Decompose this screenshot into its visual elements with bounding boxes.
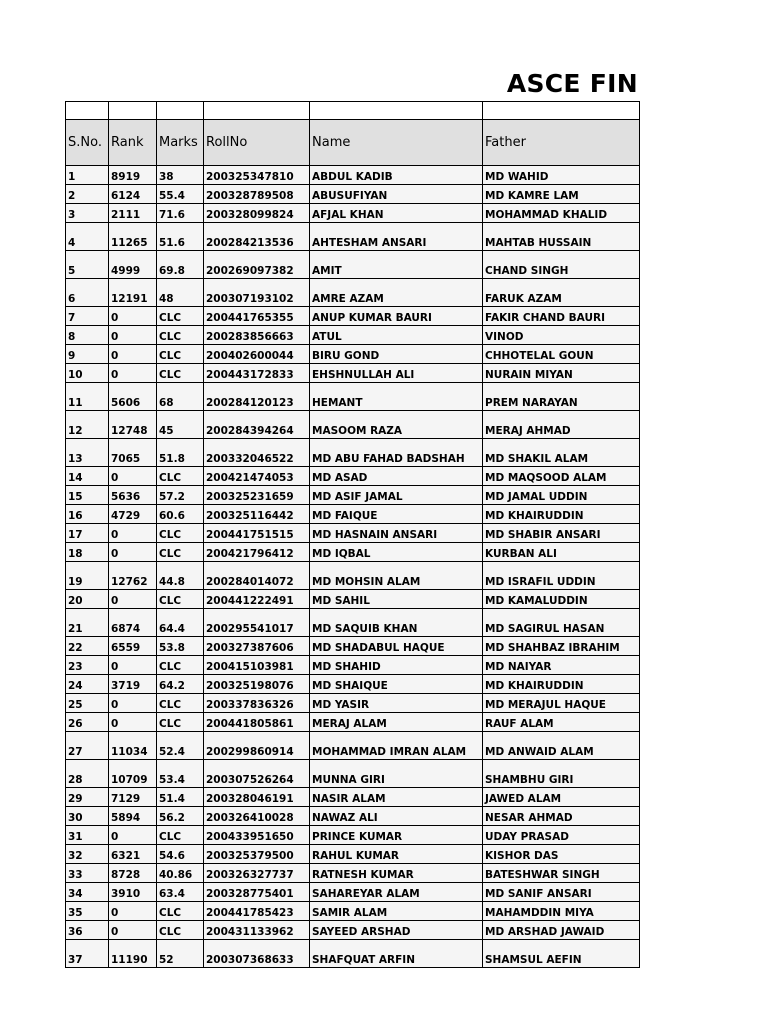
blank-cell [157,102,204,120]
table-row [66,439,640,467]
name-cell: MD IQBAL [310,543,483,562]
marks-cell: CLC [157,921,204,940]
marks-cell: CLC [157,713,204,732]
name-cell: PRINCE KUMAR [310,826,483,845]
table-row [66,467,640,486]
name-cell: MD HASNAIN ANSARI [310,524,483,543]
sno-cell: 5 [66,251,109,279]
rollno-cell: 200441222491 [204,590,310,609]
rank-cell: 0 [109,656,157,675]
name-cell: SHAFQUAT ARFIN [310,940,483,968]
table-row [66,637,640,656]
father-cell: MD KHAIRUDDIN [483,505,640,524]
rank-cell: 0 [109,307,157,326]
name-cell: MASOOM RAZA [310,411,483,439]
rank-cell: 12762 [109,562,157,590]
rollno-cell: 200421474053 [204,467,310,486]
name-cell: MD SHADABUL HAQUE [310,637,483,656]
sno-cell: 15 [66,486,109,505]
sno-cell: 1 [66,166,109,185]
marks-cell: CLC [157,467,204,486]
name-cell: NASIR ALAM [310,788,483,807]
name-cell: NAWAZ ALI [310,807,483,826]
rank-cell: 7065 [109,439,157,467]
father-cell: MD SANIF ANSARI [483,883,640,902]
rollno-cell: 200325379500 [204,845,310,864]
rollno-cell: 200269097382 [204,251,310,279]
rollno-cell: 200307368633 [204,940,310,968]
name-cell: MD SAHIL [310,590,483,609]
name-cell: MD YASIR [310,694,483,713]
father-cell: MD SAGIRUL HASAN [483,609,640,637]
rank-cell: 6124 [109,185,157,204]
father-cell: BATESHWAR SINGH [483,864,640,883]
father-cell: KISHOR DAS [483,845,640,864]
name-cell: BIRU GOND [310,345,483,364]
sno-cell: 9 [66,345,109,364]
name-cell: SAYEED ARSHAD [310,921,483,940]
rank-cell: 10709 [109,760,157,788]
blank-cell [204,102,310,120]
table-row [66,251,640,279]
rank-cell: 0 [109,694,157,713]
rank-cell: 11190 [109,940,157,968]
marks-cell: 51.6 [157,223,204,251]
marks-cell: 64.4 [157,609,204,637]
document-title: ASCE FIN [506,69,638,98]
rank-cell: 0 [109,467,157,486]
rollno-cell: 200328775401 [204,883,310,902]
rank-cell: 12191 [109,279,157,307]
rank-cell: 11034 [109,732,157,760]
father-cell: MD JAMAL UDDIN [483,486,640,505]
father-cell: FARUK AZAM [483,279,640,307]
father-cell: NURAIN MIYAN [483,364,640,383]
table-row [66,760,640,788]
rank-cell: 6321 [109,845,157,864]
name-cell: AHTESHAM ANSARI [310,223,483,251]
rank-cell: 7129 [109,788,157,807]
father-cell: MD SHAKIL ALAM [483,439,640,467]
table-row [66,326,640,345]
father-cell: MD ARSHAD JAWAID [483,921,640,940]
marks-cell: 64.2 [157,675,204,694]
name-cell: MUNNA GIRI [310,760,483,788]
sno-cell: 29 [66,788,109,807]
table-row [66,204,640,223]
sno-cell: 2 [66,185,109,204]
rollno-cell: 200332046522 [204,439,310,467]
name-cell: SAMIR ALAM [310,902,483,921]
name-cell: SAHAREYAR ALAM [310,883,483,902]
marks-cell: CLC [157,590,204,609]
rollno-cell: 200325116442 [204,505,310,524]
rank-cell: 8919 [109,166,157,185]
sno-cell: 37 [66,940,109,968]
father-cell: MD KHAIRUDDIN [483,675,640,694]
header-rollno: RollNo [204,120,310,166]
rollno-cell: 200441751515 [204,524,310,543]
marks-cell: 44.8 [157,562,204,590]
name-cell: ANUP KUMAR BAURI [310,307,483,326]
table-row [66,185,640,204]
father-cell: MD MERAJUL HAQUE [483,694,640,713]
marks-cell: 57.2 [157,486,204,505]
rollno-cell: 200402600044 [204,345,310,364]
sno-cell: 7 [66,307,109,326]
marks-cell: 56.2 [157,807,204,826]
marks-cell: 53.4 [157,760,204,788]
father-cell: MD ANWAID ALAM [483,732,640,760]
sno-cell: 26 [66,713,109,732]
name-cell: AMRE AZAM [310,279,483,307]
sno-cell: 31 [66,826,109,845]
rollno-cell: 200441805861 [204,713,310,732]
father-cell: MD ISRAFIL UDDIN [483,562,640,590]
rollno-cell: 200307526264 [204,760,310,788]
name-cell: MERAJ ALAM [310,713,483,732]
table-row [66,940,640,968]
name-cell: MD SHAIQUE [310,675,483,694]
sno-cell: 25 [66,694,109,713]
blank-row [66,102,640,120]
table-row [66,788,640,807]
name-cell: ABDUL KADIB [310,166,483,185]
rank-cell: 6874 [109,609,157,637]
rollno-cell: 200328046191 [204,788,310,807]
marks-cell: 63.4 [157,883,204,902]
blank-cell [66,102,109,120]
marks-cell: 51.8 [157,439,204,467]
father-cell: KURBAN ALI [483,543,640,562]
rollno-cell: 200431133962 [204,921,310,940]
rollno-cell: 200325347810 [204,166,310,185]
sno-cell: 8 [66,326,109,345]
table-row [66,807,640,826]
rank-cell: 5894 [109,807,157,826]
blank-cell [109,102,157,120]
table-row [66,383,640,411]
table-row [66,307,640,326]
sno-cell: 6 [66,279,109,307]
name-cell: RATNESH KUMAR [310,864,483,883]
marks-cell: 68 [157,383,204,411]
rollno-cell: 200295541017 [204,609,310,637]
rollno-cell: 200325198076 [204,675,310,694]
rollno-cell: 200325231659 [204,486,310,505]
header-rank: Rank [109,120,157,166]
father-cell: SHAMBHU GIRI [483,760,640,788]
table-row [66,562,640,590]
father-cell: MD KAMRE LAM [483,185,640,204]
name-cell: ATUL [310,326,483,345]
rank-cell: 5606 [109,383,157,411]
name-cell: MD FAIQUE [310,505,483,524]
table-row [66,609,640,637]
marks-cell: 40.86 [157,864,204,883]
table-row [66,883,640,902]
rollno-cell: 200441765355 [204,307,310,326]
table-row [66,166,640,185]
table-row [66,921,640,940]
rollno-cell: 200326410028 [204,807,310,826]
table-row [66,713,640,732]
header-row [66,120,640,166]
rollno-cell: 200421796412 [204,543,310,562]
rank-cell: 12748 [109,411,157,439]
rank-cell: 0 [109,524,157,543]
rank-cell: 0 [109,543,157,562]
rank-cell: 4729 [109,505,157,524]
marks-cell: CLC [157,326,204,345]
rank-cell: 8728 [109,864,157,883]
marks-cell: 48 [157,279,204,307]
rollno-cell: 200307193102 [204,279,310,307]
father-cell: MERAJ AHMAD [483,411,640,439]
marks-cell: 69.8 [157,251,204,279]
name-cell: MD ASAD [310,467,483,486]
marks-cell: CLC [157,543,204,562]
rollno-cell: 200326327737 [204,864,310,883]
sno-cell: 19 [66,562,109,590]
rollno-cell: 200284014072 [204,562,310,590]
table-row [66,524,640,543]
sno-cell: 21 [66,609,109,637]
marks-cell: 54.6 [157,845,204,864]
rank-cell: 3910 [109,883,157,902]
table-row [66,486,640,505]
sno-cell: 27 [66,732,109,760]
rollno-cell: 200328789508 [204,185,310,204]
sno-cell: 3 [66,204,109,223]
rollno-cell: 200327387606 [204,637,310,656]
rollno-cell: 200337836326 [204,694,310,713]
marks-cell: CLC [157,307,204,326]
sno-cell: 10 [66,364,109,383]
header-sno: S.No. [66,120,109,166]
marks-cell: CLC [157,902,204,921]
table-row [66,223,640,251]
rank-cell: 0 [109,326,157,345]
table-row [66,902,640,921]
header-name: Name [310,120,483,166]
name-cell: MOHAMMAD IMRAN ALAM [310,732,483,760]
rank-cell: 3719 [109,675,157,694]
father-cell: MAHAMDDIN MIYA [483,902,640,921]
sno-cell: 24 [66,675,109,694]
rank-cell: 0 [109,921,157,940]
sno-cell: 35 [66,902,109,921]
marks-cell: CLC [157,345,204,364]
marks-cell: 52.4 [157,732,204,760]
results-table-body [66,102,640,968]
sno-cell: 16 [66,505,109,524]
father-cell: MAHTAB HUSSAIN [483,223,640,251]
father-cell: MD WAHID [483,166,640,185]
sno-cell: 28 [66,760,109,788]
table-row [66,694,640,713]
table-row [66,675,640,694]
sno-cell: 33 [66,864,109,883]
name-cell: MD MOHSIN ALAM [310,562,483,590]
rollno-cell: 200283856663 [204,326,310,345]
father-cell: MD MAQSOOD ALAM [483,467,640,486]
rank-cell: 4999 [109,251,157,279]
marks-cell: CLC [157,694,204,713]
father-cell: JAWED ALAM [483,788,640,807]
rank-cell: 0 [109,713,157,732]
header-marks: Marks [157,120,204,166]
marks-cell: CLC [157,826,204,845]
rank-cell: 0 [109,590,157,609]
father-cell: MD KAMALUDDIN [483,590,640,609]
rollno-cell: 200433951650 [204,826,310,845]
rollno-cell: 200284120123 [204,383,310,411]
rollno-cell: 200284213536 [204,223,310,251]
table-row [66,826,640,845]
rollno-cell: 200443172833 [204,364,310,383]
sno-cell: 14 [66,467,109,486]
rank-cell: 0 [109,826,157,845]
rank-cell: 2111 [109,204,157,223]
table-row [66,411,640,439]
father-cell: MD SHABIR ANSARI [483,524,640,543]
name-cell: AFJAL KHAN [310,204,483,223]
name-cell: ABUSUFIYAN [310,185,483,204]
rank-cell: 0 [109,364,157,383]
father-cell: MD NAIYAR [483,656,640,675]
sno-cell: 30 [66,807,109,826]
sno-cell: 12 [66,411,109,439]
table-row [66,864,640,883]
sno-cell: 32 [66,845,109,864]
rollno-cell: 200299860914 [204,732,310,760]
marks-cell: 71.6 [157,204,204,223]
father-cell: VINOD [483,326,640,345]
rank-cell: 11265 [109,223,157,251]
marks-cell: 51.4 [157,788,204,807]
father-cell: RAUF ALAM [483,713,640,732]
name-cell: MD SHAHID [310,656,483,675]
marks-cell: 38 [157,166,204,185]
marks-cell: 60.6 [157,505,204,524]
rollno-cell: 200328099824 [204,204,310,223]
table-row [66,845,640,864]
table-row [66,345,640,364]
name-cell: AMIT [310,251,483,279]
blank-cell [483,102,640,120]
marks-cell: 55.4 [157,185,204,204]
rollno-cell: 200441785423 [204,902,310,921]
marks-cell: CLC [157,364,204,383]
sno-cell: 13 [66,439,109,467]
sno-cell: 18 [66,543,109,562]
table-row [66,279,640,307]
rollno-cell: 200284394264 [204,411,310,439]
father-cell: FAKIR CHAND BAURI [483,307,640,326]
marks-cell: CLC [157,524,204,543]
results-table [65,101,640,968]
rank-cell: 0 [109,902,157,921]
father-cell: UDAY PRASAD [483,826,640,845]
father-cell: MD SHAHBAZ IBRAHIM [483,637,640,656]
sno-cell: 20 [66,590,109,609]
sno-cell: 11 [66,383,109,411]
rank-cell: 6559 [109,637,157,656]
sno-cell: 34 [66,883,109,902]
sno-cell: 36 [66,921,109,940]
header-father: Father [483,120,640,166]
name-cell: EHSHNULLAH ALI [310,364,483,383]
marks-cell: 53.8 [157,637,204,656]
table-row [66,543,640,562]
table-row [66,732,640,760]
table-row [66,505,640,524]
father-cell: MOHAMMAD KHALID [483,204,640,223]
father-cell: NESAR AHMAD [483,807,640,826]
sno-cell: 17 [66,524,109,543]
rollno-cell: 200415103981 [204,656,310,675]
marks-cell: 45 [157,411,204,439]
table-row [66,364,640,383]
marks-cell: CLC [157,656,204,675]
rank-cell: 5636 [109,486,157,505]
table-row [66,656,640,675]
blank-cell [310,102,483,120]
name-cell: MD ABU FAHAD BADSHAH [310,439,483,467]
father-cell: PREM NARAYAN [483,383,640,411]
rank-cell: 0 [109,345,157,364]
table-row [66,590,640,609]
father-cell: CHAND SINGH [483,251,640,279]
father-cell: CHHOTELAL GOUN [483,345,640,364]
name-cell: RAHUL KUMAR [310,845,483,864]
sno-cell: 4 [66,223,109,251]
name-cell: MD ASIF JAMAL [310,486,483,505]
sno-cell: 22 [66,637,109,656]
marks-cell: 52 [157,940,204,968]
name-cell: HEMANT [310,383,483,411]
father-cell: SHAMSUL AEFIN [483,940,640,968]
name-cell: MD SAQUIB KHAN [310,609,483,637]
sno-cell: 23 [66,656,109,675]
